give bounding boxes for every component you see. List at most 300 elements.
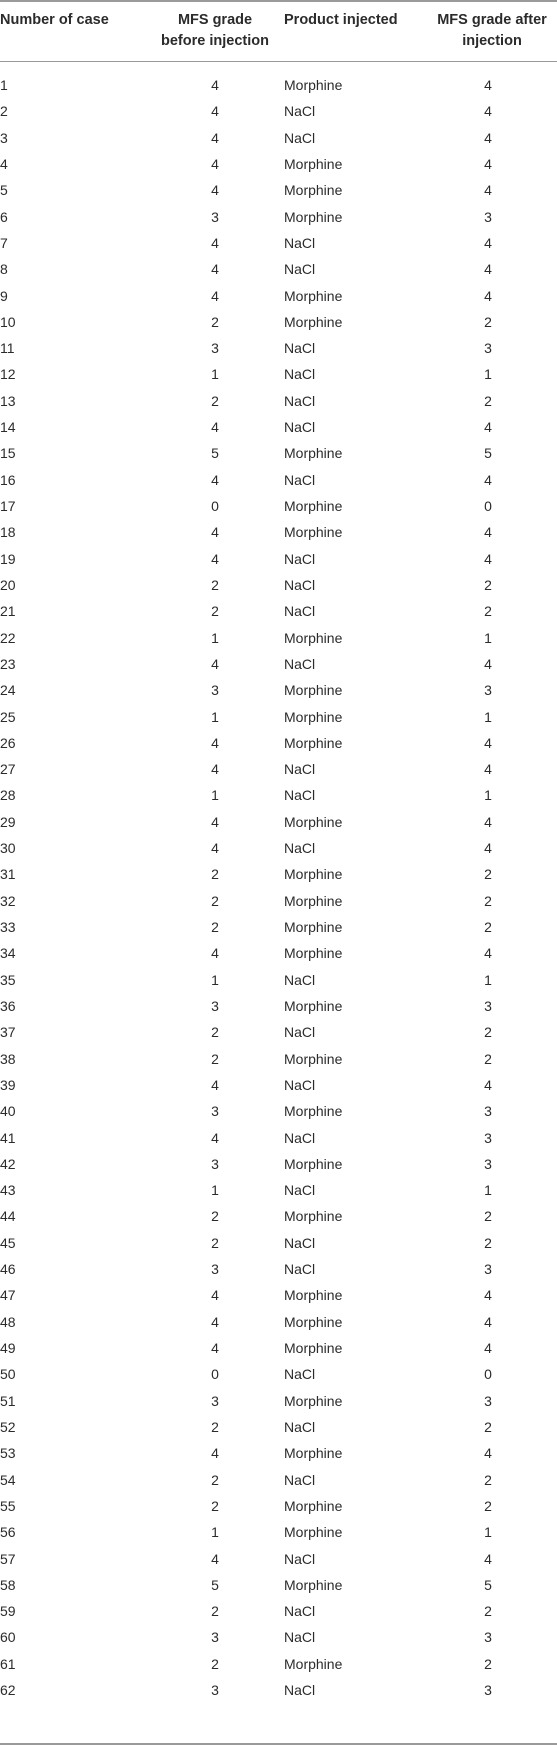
cell-mfs-after: 4 — [484, 1287, 492, 1304]
cell-mfs-before: 1 — [211, 971, 219, 988]
cell-product-injected: NaCl — [284, 419, 316, 436]
cell-case-number: 12 — [0, 366, 16, 383]
table-row — [0, 1682, 557, 1708]
cell-mfs-before: 1 — [211, 1524, 219, 1541]
cell-mfs-before: 1 — [211, 629, 219, 646]
cell-mfs-after: 5 — [484, 1576, 492, 1593]
cell-mfs-before: 2 — [211, 1655, 219, 1672]
table-body — [0, 77, 557, 1708]
cell-case-number: 7 — [0, 234, 8, 251]
table-row — [0, 893, 557, 919]
cell-product-injected: NaCl — [284, 1682, 316, 1699]
cell-product-injected: NaCl — [284, 787, 316, 804]
cell-mfs-before: 4 — [211, 655, 219, 672]
cell-case-number: 13 — [0, 392, 16, 409]
cell-mfs-after: 4 — [484, 419, 492, 436]
cell-mfs-before: 1 — [211, 366, 219, 383]
cell-case-number: 53 — [0, 1445, 16, 1462]
cell-mfs-after: 4 — [484, 155, 492, 172]
cell-mfs-before: 3 — [211, 1261, 219, 1278]
cell-product-injected: Morphine — [284, 1655, 343, 1672]
table-row — [0, 1182, 557, 1208]
table-row — [0, 1419, 557, 1445]
cell-case-number: 32 — [0, 892, 16, 909]
cell-case-number: 21 — [0, 603, 16, 620]
cell-mfs-after: 1 — [484, 708, 492, 725]
table-row — [0, 1577, 557, 1603]
cell-case-number: 37 — [0, 1024, 16, 1041]
cell-case-number: 9 — [0, 287, 8, 304]
cell-product-injected: Morphine — [284, 313, 343, 330]
cell-mfs-before: 4 — [211, 155, 219, 172]
cell-product-injected: Morphine — [284, 945, 343, 962]
cell-case-number: 3 — [0, 129, 8, 146]
table-row — [0, 866, 557, 892]
table-row — [0, 393, 557, 419]
cell-mfs-before: 2 — [211, 866, 219, 883]
cell-mfs-after: 4 — [484, 655, 492, 672]
cell-mfs-before: 1 — [211, 787, 219, 804]
cell-mfs-before: 2 — [211, 1050, 219, 1067]
cell-product-injected: NaCl — [284, 1550, 316, 1567]
cell-mfs-after: 4 — [484, 524, 492, 541]
cell-mfs-before: 1 — [211, 1182, 219, 1199]
cell-product-injected: Morphine — [284, 1155, 343, 1172]
cell-product-injected: Morphine — [284, 182, 343, 199]
table-row — [0, 761, 557, 787]
cell-case-number: 11 — [0, 340, 15, 357]
cell-product-injected: NaCl — [284, 655, 316, 672]
cell-case-number: 2 — [0, 103, 8, 120]
cell-case-number: 47 — [0, 1287, 16, 1304]
cell-mfs-after: 4 — [484, 734, 492, 751]
table-row — [0, 998, 557, 1024]
cell-case-number: 44 — [0, 1208, 16, 1225]
cell-mfs-after: 1 — [484, 787, 492, 804]
table-row — [0, 1472, 557, 1498]
cell-mfs-before: 4 — [211, 1550, 219, 1567]
table-row — [0, 1287, 557, 1313]
cell-product-injected: Morphine — [284, 1287, 343, 1304]
table-row — [0, 709, 557, 735]
cell-product-injected: NaCl — [284, 761, 316, 778]
cell-mfs-before: 3 — [211, 1103, 219, 1120]
cell-case-number: 22 — [0, 629, 16, 646]
cell-mfs-after: 5 — [484, 445, 492, 462]
cell-product-injected: Morphine — [284, 524, 343, 541]
cell-product-injected: Morphine — [284, 1050, 343, 1067]
cell-mfs-after: 4 — [484, 471, 492, 488]
cell-product-injected: NaCl — [284, 1603, 316, 1620]
cell-mfs-after: 2 — [484, 1418, 492, 1435]
cell-mfs-after: 3 — [484, 1261, 492, 1278]
table-row — [0, 630, 557, 656]
cell-mfs-after: 4 — [484, 1340, 492, 1356]
cell-product-injected: Morphine — [284, 208, 343, 225]
cell-product-injected: NaCl — [284, 103, 316, 120]
cell-mfs-before: 4 — [211, 1129, 219, 1146]
table-row — [0, 1130, 557, 1156]
cell-case-number: 40 — [0, 1103, 16, 1120]
header-mfs-after: MFS grade after injection — [437, 12, 547, 49]
cell-mfs-after: 4 — [484, 182, 492, 199]
table-row — [0, 1551, 557, 1577]
cell-case-number: 56 — [0, 1524, 16, 1541]
cell-case-number: 36 — [0, 997, 16, 1014]
cell-case-number: 26 — [0, 734, 16, 751]
header-mfs-before: MFS grade before injection — [161, 12, 269, 49]
cell-mfs-after: 1 — [484, 1182, 492, 1199]
cell-mfs-after: 4 — [484, 840, 492, 857]
cell-mfs-after: 4 — [484, 1313, 492, 1330]
cell-mfs-before: 2 — [211, 1024, 219, 1041]
cell-case-number: 58 — [0, 1576, 16, 1593]
cell-product-injected: NaCl — [284, 971, 316, 988]
cell-mfs-before: 2 — [211, 313, 219, 330]
cell-product-injected: NaCl — [284, 1182, 316, 1199]
cell-case-number: 35 — [0, 971, 16, 988]
cell-product-injected: NaCl — [284, 392, 316, 409]
table-row — [0, 235, 557, 261]
cell-mfs-before: 4 — [211, 813, 219, 830]
cell-mfs-before: 5 — [211, 1576, 219, 1593]
cell-mfs-after: 2 — [484, 1234, 492, 1251]
table-row — [0, 972, 557, 998]
cell-mfs-before: 2 — [211, 1497, 219, 1514]
table-row — [0, 814, 557, 840]
cell-product-injected: Morphine — [284, 155, 343, 172]
table-row — [0, 1156, 557, 1182]
cell-case-number: 15 — [0, 445, 16, 462]
cell-mfs-after: 2 — [484, 892, 492, 909]
cell-case-number: 55 — [0, 1497, 16, 1514]
cell-mfs-before: 4 — [211, 471, 219, 488]
table-row — [0, 366, 557, 392]
cell-mfs-after: 3 — [484, 1682, 492, 1699]
cell-mfs-after: 3 — [484, 682, 492, 699]
table-row — [0, 445, 557, 471]
cell-product-injected: Morphine — [284, 682, 343, 699]
table-row — [0, 209, 557, 235]
cell-mfs-before: 3 — [211, 682, 219, 699]
cell-mfs-after: 2 — [484, 866, 492, 883]
table-row — [0, 1629, 557, 1655]
cell-product-injected: Morphine — [284, 997, 343, 1014]
table-row — [0, 787, 557, 813]
cell-mfs-after: 1 — [484, 366, 492, 383]
cell-mfs-after: 4 — [484, 234, 492, 251]
cell-product-injected: Morphine — [284, 1313, 343, 1330]
cell-case-number: 31 — [0, 866, 16, 883]
cell-case-number: 30 — [0, 840, 16, 857]
cell-case-number: 8 — [0, 261, 8, 278]
cell-mfs-before: 2 — [211, 1471, 219, 1488]
cell-mfs-after: 2 — [484, 1024, 492, 1041]
cell-product-injected: Morphine — [284, 734, 343, 751]
cell-mfs-before: 2 — [211, 576, 219, 593]
cell-mfs-after: 4 — [484, 261, 492, 278]
table-row — [0, 1314, 557, 1340]
table-row — [0, 1261, 557, 1287]
cell-mfs-before: 4 — [211, 234, 219, 251]
cell-mfs-after: 2 — [484, 919, 492, 935]
cell-mfs-before: 1 — [211, 708, 219, 725]
table-row — [0, 1235, 557, 1261]
cell-mfs-after: 2 — [484, 1050, 492, 1067]
cell-mfs-before: 0 — [211, 1366, 219, 1383]
cell-product-injected: Morphine — [284, 1497, 343, 1514]
cell-case-number: 16 — [0, 471, 16, 488]
cell-mfs-before: 4 — [211, 1287, 219, 1304]
cell-product-injected: NaCl — [284, 1471, 316, 1488]
cell-mfs-after: 3 — [484, 208, 492, 225]
header-number-of-case: Number of case — [0, 12, 109, 28]
cell-mfs-after: 3 — [484, 1155, 492, 1172]
cell-mfs-before: 2 — [211, 892, 219, 909]
header-rule — [0, 61, 557, 62]
cell-mfs-after: 3 — [484, 1129, 492, 1146]
cell-mfs-after: 0 — [484, 1366, 492, 1383]
table-row — [0, 1445, 557, 1471]
cell-product-injected: Morphine — [284, 892, 343, 909]
table-row — [0, 156, 557, 182]
cell-product-injected: NaCl — [284, 340, 316, 357]
table-row — [0, 524, 557, 550]
cell-mfs-after: 2 — [484, 392, 492, 409]
cell-case-number: 29 — [0, 813, 16, 830]
table-row — [0, 103, 557, 129]
table-row — [0, 419, 557, 445]
cell-case-number: 60 — [0, 1629, 16, 1646]
cell-mfs-after: 3 — [484, 997, 492, 1014]
cell-case-number: 49 — [0, 1340, 16, 1356]
cell-mfs-after: 2 — [484, 1655, 492, 1672]
cell-mfs-before: 4 — [211, 1313, 219, 1330]
cell-case-number: 57 — [0, 1550, 16, 1567]
cell-mfs-before: 4 — [211, 77, 219, 93]
cell-case-number: 46 — [0, 1261, 16, 1278]
cell-case-number: 41 — [0, 1129, 16, 1146]
cell-mfs-after: 4 — [484, 287, 492, 304]
cell-product-injected: NaCl — [284, 1418, 316, 1435]
cell-product-injected: Morphine — [284, 629, 343, 646]
cell-case-number: 14 — [0, 419, 16, 436]
cell-case-number: 59 — [0, 1603, 16, 1620]
cell-product-injected: NaCl — [284, 1366, 316, 1383]
cell-mfs-after: 4 — [484, 77, 492, 93]
cell-mfs-before: 2 — [211, 392, 219, 409]
cell-product-injected: Morphine — [284, 708, 343, 725]
table-row — [0, 1051, 557, 1077]
cell-mfs-after: 2 — [484, 576, 492, 593]
cell-case-number: 6 — [0, 208, 8, 225]
cell-case-number: 19 — [0, 550, 16, 567]
cell-product-injected: NaCl — [284, 261, 316, 278]
table-row — [0, 1603, 557, 1629]
cell-mfs-before: 2 — [211, 1418, 219, 1435]
table-row — [0, 735, 557, 761]
cell-product-injected: Morphine — [284, 1445, 343, 1462]
table-row — [0, 498, 557, 524]
cell-case-number: 42 — [0, 1155, 16, 1172]
cell-case-number: 61 — [0, 1655, 16, 1672]
table-row — [0, 577, 557, 603]
cell-product-injected: NaCl — [284, 1629, 316, 1646]
cell-mfs-before: 4 — [211, 419, 219, 436]
cell-product-injected: Morphine — [284, 919, 343, 935]
cell-mfs-before: 4 — [211, 734, 219, 751]
cell-case-number: 4 — [0, 155, 8, 172]
cell-mfs-after: 1 — [484, 1524, 492, 1541]
cell-product-injected: Morphine — [284, 1576, 343, 1593]
cell-mfs-after: 4 — [484, 813, 492, 830]
cell-mfs-after: 4 — [484, 945, 492, 962]
cell-case-number: 33 — [0, 919, 16, 935]
cell-case-number: 1 — [0, 77, 8, 93]
cell-mfs-before: 2 — [211, 919, 219, 935]
cell-mfs-after: 3 — [484, 1629, 492, 1646]
cell-case-number: 17 — [0, 498, 16, 514]
cell-product-injected: NaCl — [284, 840, 316, 857]
cell-mfs-after: 4 — [484, 1445, 492, 1462]
table-row — [0, 340, 557, 366]
cell-mfs-after: 2 — [484, 1603, 492, 1620]
cell-case-number: 18 — [0, 524, 16, 541]
table-row — [0, 1524, 557, 1550]
cell-mfs-before: 0 — [211, 498, 219, 514]
table-row — [0, 1103, 557, 1129]
cell-product-injected: Morphine — [284, 813, 343, 830]
cell-mfs-before: 2 — [211, 1208, 219, 1225]
cell-mfs-after: 4 — [484, 1076, 492, 1093]
cell-product-injected: NaCl — [284, 576, 316, 593]
cell-mfs-after: 4 — [484, 550, 492, 567]
cell-mfs-before: 4 — [211, 761, 219, 778]
cell-mfs-before: 3 — [211, 997, 219, 1014]
cell-product-injected: NaCl — [284, 1076, 316, 1093]
cell-mfs-before: 4 — [211, 840, 219, 857]
cell-mfs-after: 3 — [484, 340, 492, 357]
cell-case-number: 38 — [0, 1050, 16, 1067]
cell-mfs-before: 4 — [211, 129, 219, 146]
cell-product-injected: Morphine — [284, 1392, 343, 1409]
table-row — [0, 261, 557, 287]
table-row — [0, 603, 557, 629]
cell-mfs-before: 4 — [211, 945, 219, 962]
table-row — [0, 130, 557, 156]
cell-mfs-after: 4 — [484, 129, 492, 146]
table-bottom-rule — [0, 1743, 557, 1745]
cell-mfs-before: 2 — [211, 603, 219, 620]
cell-case-number: 52 — [0, 1418, 16, 1435]
cell-mfs-before: 4 — [211, 524, 219, 541]
cell-mfs-after: 4 — [484, 103, 492, 120]
cell-mfs-before: 4 — [211, 1076, 219, 1093]
cell-case-number: 5 — [0, 182, 8, 199]
cell-mfs-before: 2 — [211, 1234, 219, 1251]
cell-mfs-after: 1 — [484, 629, 492, 646]
cell-product-injected: NaCl — [284, 129, 316, 146]
cell-product-injected: NaCl — [284, 603, 316, 620]
table-row — [0, 1208, 557, 1234]
cell-mfs-before: 3 — [211, 340, 219, 357]
table-row — [0, 919, 557, 945]
cell-case-number: 10 — [0, 313, 16, 330]
cell-mfs-before: 4 — [211, 261, 219, 278]
cell-mfs-before: 4 — [211, 550, 219, 567]
cell-mfs-after: 1 — [484, 971, 492, 988]
table-row — [0, 288, 557, 314]
cell-product-injected: NaCl — [284, 471, 316, 488]
cell-mfs-after: 4 — [484, 761, 492, 778]
cell-mfs-before: 4 — [211, 103, 219, 120]
cell-product-injected: Morphine — [284, 445, 343, 462]
cell-case-number: 25 — [0, 708, 16, 725]
table-row — [0, 1366, 557, 1392]
cell-mfs-before: 3 — [211, 1155, 219, 1172]
table-row — [0, 1340, 557, 1366]
cell-mfs-before: 5 — [211, 445, 219, 462]
cell-case-number: 62 — [0, 1682, 16, 1699]
cell-product-injected: Morphine — [284, 1103, 343, 1120]
cell-mfs-before: 3 — [211, 1682, 219, 1699]
cell-case-number: 27 — [0, 761, 16, 778]
cell-mfs-after: 2 — [484, 603, 492, 620]
table-row — [0, 840, 557, 866]
table-row — [0, 1498, 557, 1524]
cell-product-injected: NaCl — [284, 234, 316, 251]
cell-mfs-after: 3 — [484, 1103, 492, 1120]
cell-case-number: 39 — [0, 1076, 16, 1093]
cell-case-number: 20 — [0, 576, 16, 593]
cell-mfs-after: 2 — [484, 1471, 492, 1488]
cell-case-number: 51 — [0, 1392, 16, 1409]
cell-mfs-after: 2 — [484, 1208, 492, 1225]
cell-mfs-before: 3 — [211, 1392, 219, 1409]
cell-mfs-after: 0 — [484, 498, 492, 514]
cell-mfs-after: 3 — [484, 1392, 492, 1409]
cell-product-injected: NaCl — [284, 1234, 316, 1251]
cell-case-number: 28 — [0, 787, 16, 804]
cell-product-injected: Morphine — [284, 1524, 343, 1541]
cell-case-number: 45 — [0, 1234, 16, 1251]
cell-case-number: 34 — [0, 945, 16, 962]
table-row — [0, 1656, 557, 1682]
table-row — [0, 551, 557, 577]
table-top-rule — [0, 0, 557, 2]
cell-product-injected: NaCl — [284, 1024, 316, 1041]
table-row — [0, 945, 557, 971]
cell-case-number: 43 — [0, 1182, 16, 1199]
cell-case-number: 48 — [0, 1313, 16, 1330]
cell-mfs-before: 4 — [211, 1445, 219, 1462]
cell-mfs-after: 2 — [484, 313, 492, 330]
cell-product-injected: NaCl — [284, 366, 316, 383]
cell-mfs-after: 2 — [484, 1497, 492, 1514]
cell-mfs-before: 3 — [211, 208, 219, 225]
table-row — [0, 182, 557, 208]
cell-product-injected: Morphine — [284, 1208, 343, 1225]
cell-product-injected: NaCl — [284, 550, 316, 567]
cell-case-number: 24 — [0, 682, 16, 699]
table-row — [0, 1077, 557, 1103]
table-row — [0, 682, 557, 708]
cell-product-injected: Morphine — [284, 866, 343, 883]
cell-mfs-before: 2 — [211, 1603, 219, 1620]
cell-case-number: 23 — [0, 655, 16, 672]
table-row — [0, 314, 557, 340]
cell-mfs-before: 4 — [211, 1340, 219, 1356]
